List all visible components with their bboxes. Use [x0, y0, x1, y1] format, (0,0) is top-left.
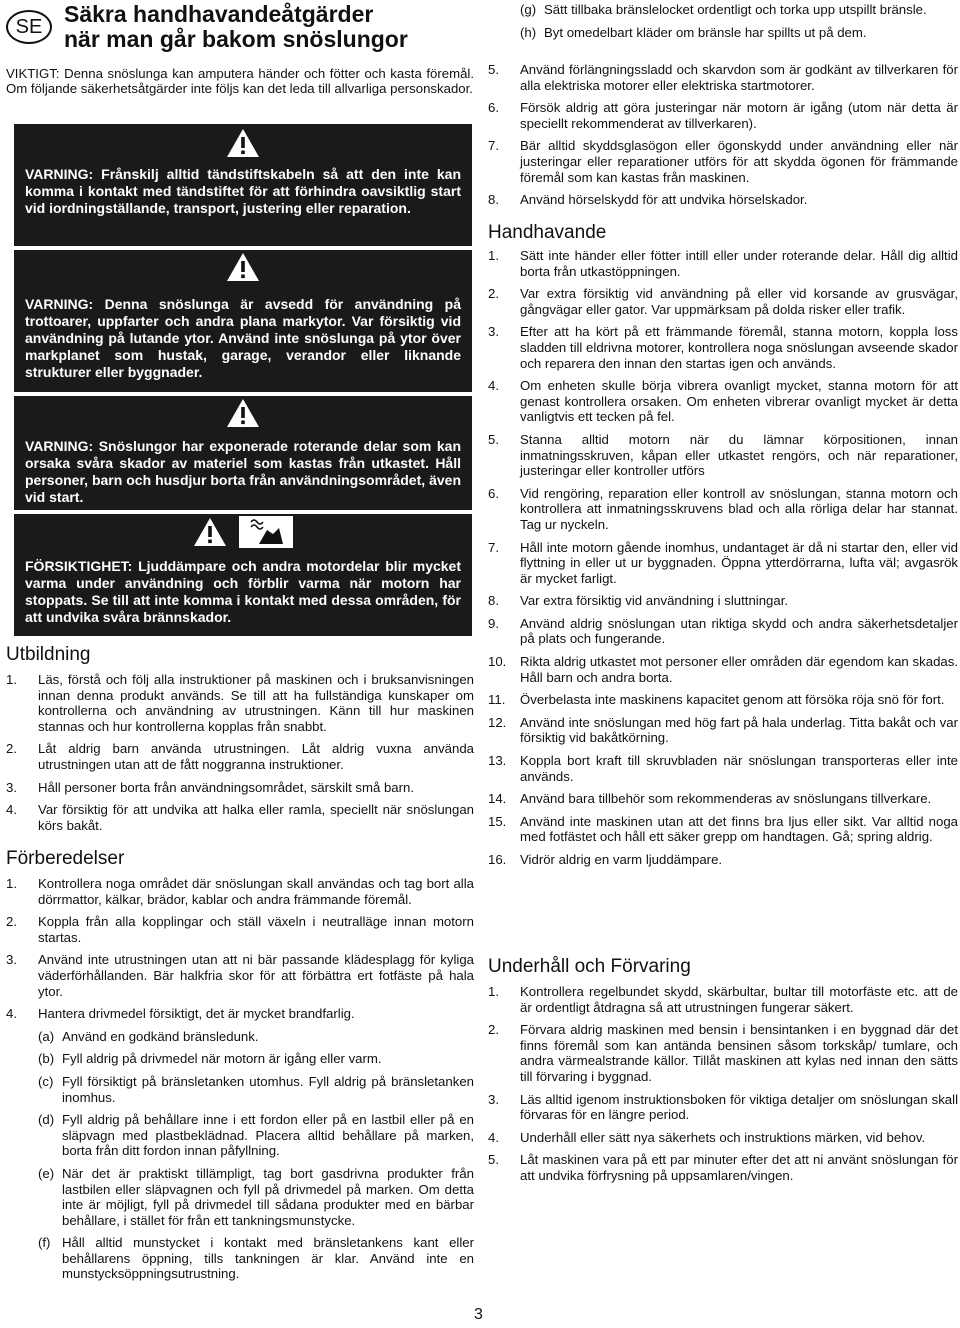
list-item [6, 914, 474, 945]
list-item [488, 791, 958, 807]
sub-list-item [488, 2, 958, 18]
warning-triangle-icon [226, 398, 260, 428]
list-item-text: Bär alltid skyddsglasögon eller ögonskydd under användning eller när justeringar eller reparationer utförs för att skydda ögonen för främmande föremål som kan kastas från maskinen. [520, 138, 958, 185]
section-forberedelser [6, 848, 474, 1289]
list-item [488, 192, 958, 208]
warning-text-3: VARNING: Snöslungor har exponerade roterande delar som kan orsaka svåra skador av materiel som kastas från utkastet. Håll personer, barn och husdjur borta från användningsområdet, även vid start. [25, 438, 461, 505]
list-item-text: Kontrollera noga området där snöslungan skall användas och tag bort alla dörrmattor, kälkar, brädor, kablar och andra främmande föremål. [38, 876, 474, 907]
list-item-number: 3. [6, 779, 17, 795]
list-item-text: Använd en godkänd bränsledunk. [62, 1028, 259, 1044]
list-item-text: Efter att ha kört på ett främmande föremål, stanna motorn, koppla loss sladden till eldrivna motorer, kontrollera noga snöslungan avseende skador och reparera den innan den startas igen och används. [520, 324, 958, 371]
list-item-number: 11. [488, 692, 506, 708]
list-item [6, 672, 474, 734]
list-item [488, 432, 958, 479]
list-item [488, 1152, 958, 1183]
list-item-text: Om enheten skulle börja vibrera ovanligt mycket, stanna motorn för att genast kontrollera orsaken. Om enheten vibrerar ovanligt mycket är detta vanligtvis ett tecken på fel. [520, 378, 958, 425]
sub-list-item [488, 25, 958, 41]
list-item-text: Hantera drivmedel försiktigt, det är mycket brandfarlig. [38, 1006, 355, 1022]
list-item [488, 1022, 958, 1084]
list-item [488, 62, 958, 93]
list-item-text: Var försiktig för att undvika att halka eller ramla, speciellt när snöslungan körs bakåt. [38, 802, 474, 833]
list-item-number: 15. [488, 813, 507, 829]
list-item-number: 9. [488, 615, 499, 631]
list-item-text: Försök aldrig att göra justeringar när motorn är igång (utom när detta är speciellt rekommenderat av tillverkaren). [520, 100, 958, 131]
list-item-number: 12. [488, 714, 507, 730]
list-item-text: Kontrollera regelbundet skydd, skärbultar, bultar till motorfäste etc. att de är ordentligt åtdragna så att utrustningen fungerar säkert. [520, 984, 958, 1015]
list-item [488, 852, 958, 868]
list-item [488, 1092, 958, 1123]
list-item [488, 138, 958, 185]
sub-list-item [6, 1029, 474, 1045]
list-forberedelser-cont [488, 62, 958, 215]
list-item-number: 16. [488, 852, 507, 867]
list-item-number: 5. [488, 431, 499, 447]
list-item-number: 3. [6, 952, 17, 968]
list-item-number: (d) [38, 1112, 55, 1128]
list-item-text: Använd hörselskydd för att undvika hörselskador. [520, 192, 808, 208]
list-item-text: Överbelasta inte maskinens kapacitet genom att försöka röja snö för fort. [520, 692, 945, 708]
sub-list-item [6, 1112, 474, 1159]
list-item [6, 876, 474, 907]
warning-box-3 [14, 396, 472, 510]
list-item-text: Fyll försiktigt på bränsletanken utomhus. Fyll aldrig på bränsletanken inomhus. [62, 1073, 474, 1105]
list-item-text: Läs alltid igenom instruktionsboken för viktiga detaljer om snöslungan skall förvaras för en längre period. [520, 1091, 958, 1123]
title-line-1: Säkra handhavandeåtgärder [64, 1, 374, 27]
list-item-text: Sätt inte händer eller fötter intill eller under roterande delar. Håll dig alltid borta från utkastöppningen. [520, 248, 958, 279]
list-item-number: 1. [6, 672, 17, 687]
heading-underhall: Underhåll och Förvaring [488, 956, 691, 977]
list-item [6, 952, 474, 999]
warning-box-4 [14, 514, 472, 636]
warning-triangle-icon [226, 128, 260, 158]
list-item-text: Använd förlängningssladd och skarvdon som är godkänt av tillverkaren för alla elektriska motorer eller elektriska startmotorer. [520, 62, 958, 93]
heading-forberedelser: Förberedelser [6, 848, 125, 869]
list-handhavande [488, 248, 958, 868]
sub-list-item [6, 1166, 474, 1228]
list-item-text: Håll personer borta från användningsområdet, särskilt små barn. [38, 779, 415, 795]
warning-triangle-icon [193, 517, 227, 547]
list-item-number: 4. [6, 1006, 17, 1022]
warning-text-1: VARNING: Frånskilj alltid tändstiftskabeln så att den inte kan komma i kontakt med tändstiftet för att förhindra oavsiktlig start vid iordningställande, transport, justering eller reparation. [25, 166, 461, 216]
list-item-text: Stanna alltid motorn när du lämnar körpositionen, innan inmatningsskruven, kåpan eller utkastet rengörs, och när reparationer, justeringar eller kontroller utförs [520, 431, 958, 479]
list-item [488, 692, 958, 708]
page-title [64, 2, 474, 52]
list-fuel-sub-cont [488, 2, 958, 47]
list-item-number: 4. [488, 378, 499, 394]
list-forberedelser-sub [6, 1029, 474, 1282]
list-item-number: 6. [488, 100, 499, 116]
list-item-text: Vidrör aldrig en varm ljuddämpare. [520, 852, 723, 867]
list-item-number: 4. [488, 1129, 499, 1145]
list-item-number: 1. [6, 876, 17, 891]
section-utbildning [6, 644, 474, 840]
list-item-text: Läs, förstå och följ alla instruktioner på maskinen och i bruksanvisningen innan denna produkt används. Se till att ha fullständiga kunskaper om kontrollerna och användning av utrustningen. Känn till hur maskinen stannas och hur kontrollerna kopplas från snabbt. [38, 672, 474, 734]
warning-box-2 [14, 250, 472, 392]
language-badge: SE [6, 10, 52, 44]
list-item-number: (f) [38, 1235, 51, 1251]
list-item-text: Var extra försiktig vid användning på eller vid korsande av grusvägar, gångvägar eller gator. Var uppmärksam på dolda risker eller trafik. [520, 286, 958, 317]
caution-text: FÖRSIKTIGHET: Ljuddämpare och andra motordelar blir mycket varma under användning och förblir varma när motorn har stoppats. Se till att inte komma i kontakt med dessa områden, för att undvika svåra brännskador. [25, 558, 461, 625]
list-item [488, 100, 958, 131]
list-item-number: (g) [520, 2, 537, 17]
list-item-number: 5. [488, 62, 499, 77]
list-item-number: 10. [488, 654, 507, 670]
list-item-number: 13. [488, 753, 507, 769]
sub-list-item [6, 1074, 474, 1105]
list-item [488, 654, 958, 685]
list-item-number: 1. [488, 248, 499, 263]
list-item [488, 1130, 958, 1146]
page-number: 3 [474, 1306, 483, 1323]
list-item-number: 7. [488, 138, 499, 154]
list-item-number: 14. [488, 791, 507, 807]
list-item-number: 8. [488, 593, 499, 609]
heading-handhavande: Handhavande [488, 222, 607, 243]
list-item-text: Använd inte maskinen utan att det finns bra ljus eller sikt. Var alltid noga med fotfästet och håll ett säker grepp om handtagen. Gå; spring aldrig. [520, 813, 958, 845]
list-item [6, 1006, 474, 1022]
list-item [488, 593, 958, 609]
sub-list-item [6, 1051, 474, 1067]
list-item-number: 8. [488, 192, 499, 208]
list-item [488, 486, 958, 533]
list-item [488, 814, 958, 845]
list-item-number: 3. [488, 1091, 499, 1107]
list-item-number: 7. [488, 539, 499, 555]
list-item-text: Sätt tillbaka bränslelocket ordentligt och torka upp utspillt bränsle. [544, 2, 927, 17]
intro-paragraph: VIKTIGT: Denna snöslunga kan amputera händer och fötter och kasta föremål. Om följande säkerhetsåtgärder inte följs kan det leda till allvarliga personskador. [6, 66, 474, 96]
list-item-text: Byt omedelbart kläder om bränsle har spillts ut på dem. [544, 24, 867, 40]
list-item-text: Använd inte utrustningen utan att ni bär passande klädesplagg för kyliga väderförhållanden. Bär halkfria skor för att förbättra ert fotfäste på hala ytor. [38, 952, 474, 999]
list-item-text: Var extra försiktig vid användning i sluttningar. [520, 593, 789, 609]
list-item [6, 741, 474, 772]
list-item [488, 540, 958, 587]
list-item-text: Fyll aldrig på behållare inne i ett fordon eller på en lastbil eller på en släpvagn med plastbeklädnad. Placera alltid behållare på marken, borta från ditt fordon innan påfyllning. [62, 1112, 474, 1159]
list-item-number: 6. [488, 485, 499, 501]
list-item-number: 2. [488, 1022, 499, 1038]
list-underhall [488, 984, 958, 1184]
warning-text-2: VARNING: Denna snöslunga är avsedd för användning på trottoarer, uppfarter och andra plana markytor. Var försiktig vid användning på lutande ytor. Använd inte snöslunga på ytor över markplanet som hustak, garage, verandor eller liknande strukturer eller byggnader. [25, 296, 461, 380]
list-item [488, 286, 958, 317]
list-item-number: 5. [488, 1152, 499, 1168]
list-item [488, 324, 958, 371]
heading-utbildning: Utbildning [6, 644, 91, 665]
list-item-number: 2. [488, 286, 499, 302]
list-item-text: Vid rengöring, reparation eller kontroll av snöslungan, stanna motorn och kontrollera att inmatningsskruvens blad och alla rörliga delar har stannat. Tag ur nyckeln. [520, 485, 958, 532]
list-item [6, 780, 474, 796]
list-item-text: Låt maskinen vara på ett par minuter efter det att ni använt snöslungan för att undvika förfrysning på uppsamlaren/vingen. [520, 1152, 958, 1183]
list-item-text: Koppla bort kraft till skruvbladen när snöslungan transporteras eller inte används. [520, 753, 958, 784]
list-item-text: Använd bara tillbehör som rekommenderas av snöslungans tillverkare. [520, 791, 932, 807]
section-underhall [488, 956, 958, 1191]
list-item-text: Förvara aldrig maskinen med bensin i bensintanken i en byggnad där det finns föremål som kan antända bensinen såsom torkskåp/ tumlare, och andra värmealstrande källor. Tillåt maskinen att kylas ned innan den sätts till förvaring i byggnad. [520, 1022, 958, 1084]
list-item-text: Underhåll eller sätt nya säkerhets och instruktions märken, vid behov. [520, 1129, 926, 1145]
list-item-text: Koppla från alla kopplingar och ställ växeln i neutralläge innan motorn startas. [38, 914, 474, 945]
section-handhavande [488, 222, 958, 875]
list-item [488, 984, 958, 1015]
list-item [488, 715, 958, 746]
hot-surface-icon [239, 516, 293, 548]
warning-triangle-icon [226, 252, 260, 282]
list-item-text: Fyll aldrig på drivmedel när motorn är igång eller varm. [62, 1051, 382, 1067]
list-item [488, 753, 958, 784]
title-line-2: när man går bakom snöslungor [64, 26, 408, 52]
list-item-text: Rikta aldrig utkastet mot personer eller områden där egendom kan skadas. Håll barn och andra borta. [520, 654, 958, 685]
list-forberedelser [6, 876, 474, 1022]
list-item-number: 4. [6, 802, 17, 818]
list-item-text: När det är praktiskt tillämpligt, tag bort gasdrivna produkter från lastbilen eller släpvagnen och fyll på drivmedel på marken. Om detta inte är möjligt, fyll på drivmedel till sådana produkter med en bärbar behållare, i stället för från ett tankningsmunstycke. [62, 1165, 474, 1228]
list-item-text: Använd aldrig snöslungan utan riktiga skydd och andra säkerhetsdetaljer på plats och fungerande. [520, 615, 958, 647]
list-item [488, 378, 958, 425]
list-item-text: Låt aldrig barn använda utrustningen. Låt aldrig vuxna använda utrustningen utan att de fått noggranna instruktioner. [38, 741, 474, 772]
list-item-number: (b) [38, 1051, 55, 1067]
list-utbildning [6, 672, 474, 833]
list-item [488, 248, 958, 279]
list-item-number: 1. [488, 984, 499, 999]
list-item-number: 2. [6, 914, 17, 930]
list-item-text: Håll inte motorn gående inomhus, undantaget är då ni startar den, eller vid flyttning in eller ut ur byggnaden. Öppna ytterdörrarna, lufta väl; avgasrök är mycket farligt. [520, 539, 958, 586]
list-item-text: Använd inte snöslungan med hög fart på hala underlag. Titta bakåt och var försiktig vid bakåtkörning. [520, 714, 958, 746]
list-item [6, 802, 474, 833]
list-item-number: 3. [488, 324, 499, 340]
list-item-text: Håll alltid munstycket i kontakt med bränsletankens kant eller behållarens öppning, tills tankningen är klar. Använd inte en munstycksöppningsutrustning. [62, 1235, 474, 1282]
list-item-number: (h) [520, 24, 537, 40]
list-item-number: (e) [38, 1165, 55, 1181]
list-item [488, 616, 958, 647]
list-item-number: (a) [38, 1028, 55, 1044]
list-item-number: (c) [38, 1073, 54, 1089]
list-item-number: 2. [6, 741, 17, 757]
warning-box-1 [14, 124, 472, 246]
sub-list-item [6, 1235, 474, 1282]
